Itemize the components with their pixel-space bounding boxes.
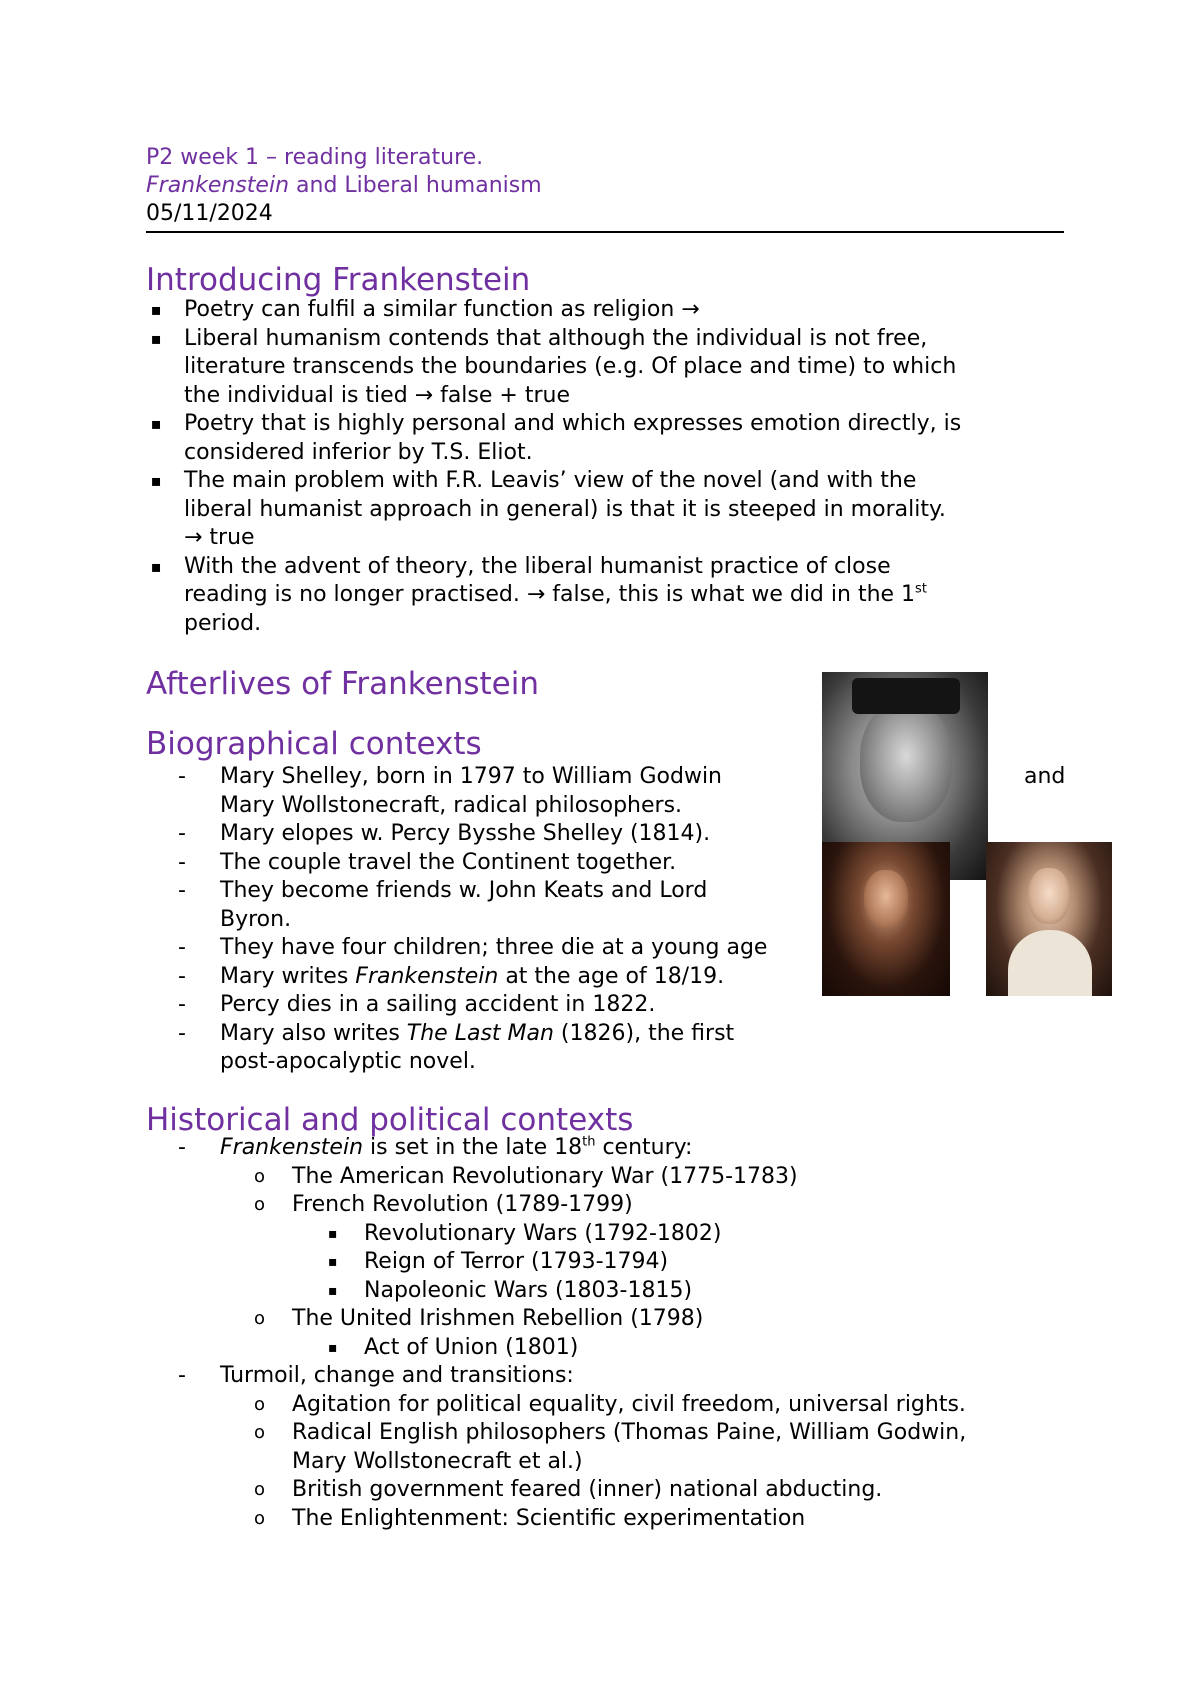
- list-item-italic: Frankenstein: [355, 963, 499, 989]
- list-item-text: Turmoil, change and transitions:: [220, 1363, 574, 1388]
- list-item: [220, 1391, 1066, 1420]
- list-item: [220, 1419, 1066, 1476]
- list-item: [292, 1248, 1066, 1277]
- dash-icon: -: [178, 963, 186, 989]
- mary-wollstonecraft-portrait: [986, 842, 1112, 996]
- list-item-text: Mary writes: [220, 963, 356, 989]
- list-item-text: period.: [184, 610, 262, 636]
- list-item: [146, 1020, 1066, 1077]
- list-item-text: is set in the late 18: [363, 1135, 583, 1160]
- list-item-text: Agitation for political equality, civil freedom, universal rights.: [292, 1391, 966, 1417]
- superscript: st: [915, 581, 927, 597]
- list-item: [146, 763, 1066, 820]
- square-bullet-icon: ▪: [328, 1282, 338, 1299]
- william-godwin-portrait: [822, 842, 950, 996]
- list-item: [146, 467, 1066, 553]
- dash-icon: -: [178, 764, 186, 789]
- header-divider: [146, 231, 1064, 233]
- heading-biographical-contexts: Biographical contexts: [146, 726, 482, 762]
- dash-icon: -: [178, 935, 186, 960]
- sub-sub-list: [292, 1220, 1066, 1306]
- list-item-text: Revolutionary Wars (1792-1802): [364, 1220, 722, 1246]
- topic-title: [146, 172, 1064, 200]
- list-item: [146, 296, 1066, 325]
- list-item-text: liberal humanist approach in general) is that it is steeped in morality.: [184, 496, 946, 522]
- list-item: [220, 1191, 1066, 1305]
- list-item-text: literature transcends the boundaries (e.g. Of place and time) to which: [184, 354, 957, 379]
- list-item: [292, 1334, 1066, 1363]
- list-item: [292, 1220, 1066, 1249]
- list-item-text: They become friends w. John Keats and Lord: [220, 878, 708, 903]
- list-item-italic: Frankenstein: [220, 1135, 364, 1160]
- list-item-text: → true: [184, 525, 255, 550]
- historical-list: [146, 1134, 1066, 1533]
- list-item-text: French Revolution (1789-1799): [292, 1192, 633, 1217]
- bullet-icon: ▪: [150, 471, 162, 490]
- circle-bullet-icon: o: [254, 1507, 266, 1529]
- list-item: [220, 1305, 1066, 1362]
- superscript: th: [582, 1134, 596, 1150]
- topic-title-italic: Frankenstein: [146, 173, 290, 198]
- circle-bullet-icon: o: [254, 1165, 266, 1187]
- list-item-text: The United Irishmen Rebellion (1798): [292, 1306, 704, 1331]
- list-item: [146, 410, 1066, 467]
- circle-bullet-icon: o: [254, 1479, 266, 1500]
- list-item: [220, 1163, 1066, 1192]
- sub-list: [220, 1391, 1066, 1534]
- list-item-text: They have four children; three die at a young age: [220, 935, 768, 960]
- list-item-text: The Enlightenment: Scientific experimentation: [292, 1505, 806, 1531]
- list-item-italic: The Last Man: [406, 1020, 554, 1046]
- list-item: [220, 1476, 1066, 1505]
- heading-afterlives: Afterlives of Frankenstein: [146, 666, 539, 702]
- list-item-text: Napoleonic Wars (1803-1815): [364, 1277, 693, 1303]
- bullet-icon: ▪: [150, 556, 162, 576]
- sub-list: [220, 1163, 1066, 1363]
- list-item-text: Liberal humanism contends that although the individual is not free,: [184, 325, 928, 351]
- list-item-text: British government feared (inner) national abducting.: [292, 1477, 883, 1502]
- list-item-text: Poetry can fulfil a similar function as religion →: [184, 297, 700, 322]
- circle-bullet-icon: o: [254, 1393, 266, 1415]
- dash-icon: -: [178, 1363, 186, 1388]
- list-item-text: Radical English philosophers (Thomas Paine, William Godwin,: [292, 1420, 967, 1445]
- document-date: 05/11/2024: [146, 201, 273, 226]
- dash-icon: -: [178, 821, 186, 846]
- list-item-text: the individual is tied → false + true: [184, 382, 570, 408]
- list-item-text: considered inferior by T.S. Eliot.: [184, 439, 533, 465]
- list-item: [146, 1362, 1066, 1533]
- square-bullet-icon: ▪: [328, 1225, 338, 1242]
- dash-icon: -: [178, 992, 186, 1017]
- list-item: [146, 325, 1066, 411]
- list-item-text: Mary elopes w. Percy Bysshe Shelley (1814).: [220, 821, 711, 846]
- list-item: [220, 1505, 1066, 1534]
- sub-sub-list: [292, 1334, 1066, 1363]
- square-bullet-icon: ▪: [328, 1254, 338, 1270]
- hair-shape: [852, 678, 960, 714]
- heading-introducing-frankenstein: Introducing Frankenstein: [146, 262, 531, 298]
- list-item-text: The main problem with F.R. Leavis’ view of the novel (and with the: [184, 468, 917, 493]
- list-item-text: With the advent of theory, the liberal humanist practice of close: [184, 553, 891, 579]
- face-shape: [864, 870, 908, 928]
- list-item-text: at the age of 18/19.: [498, 963, 725, 989]
- heading-historical-political: Historical and political contexts: [146, 1102, 634, 1138]
- list-item-text: Act of Union (1801): [364, 1334, 579, 1360]
- list-item-text: Mary also writes: [220, 1020, 407, 1046]
- course-title: P2 week 1 – reading literature.: [146, 145, 484, 170]
- list-item-text: Byron.: [220, 906, 292, 932]
- list-item-text: post-apocalyptic novel.: [220, 1049, 476, 1074]
- dash-icon: -: [178, 1135, 186, 1160]
- topic-title-rest: and Liberal humanism: [289, 173, 542, 198]
- document-header: [146, 144, 1064, 228]
- list-item-text: Mary Shelley, born in 1797 to William Godwin: [220, 764, 723, 789]
- face-shape: [1028, 868, 1070, 924]
- dress-shape: [1008, 930, 1092, 996]
- circle-bullet-icon: o: [254, 1422, 266, 1443]
- list-item: [292, 1277, 1066, 1306]
- list-item-text: Mary Wollstonecraft et al.): [292, 1448, 583, 1474]
- list-item: [146, 1134, 1066, 1362]
- square-bullet-icon: ▪: [328, 1339, 338, 1356]
- list-item-text: reading is no longer practised. → false, this is what we did in the 1: [184, 582, 916, 607]
- bullet-icon: ▪: [150, 300, 162, 319]
- list-item-text: (1826), the first: [553, 1020, 735, 1046]
- list-item: [146, 553, 1066, 639]
- list-item-text: Percy dies in a sailing accident in 1822.: [220, 992, 656, 1017]
- bullet-icon: ▪: [150, 328, 162, 348]
- bullet-icon: ▪: [150, 414, 162, 433]
- circle-bullet-icon: o: [254, 1194, 266, 1215]
- dash-icon: -: [178, 849, 186, 875]
- list-item-text: and: [1024, 764, 1066, 789]
- dash-icon: -: [178, 1020, 186, 1046]
- list-item-text: Mary Wollstonecraft, radical philosophers.: [220, 792, 683, 818]
- list-item-text: Poetry that is highly personal and which expresses emotion directly, is: [184, 411, 962, 436]
- dash-icon: -: [178, 878, 186, 903]
- list-item-text: Reign of Terror (1793-1794): [364, 1249, 669, 1274]
- circle-bullet-icon: o: [254, 1308, 266, 1329]
- list-item-text: The couple travel the Continent together.: [220, 849, 677, 875]
- list-item-text: century:: [595, 1135, 693, 1160]
- list-item-text: The American Revolutionary War (1775-1783): [292, 1163, 798, 1189]
- intro-bullet-list: [146, 296, 1066, 638]
